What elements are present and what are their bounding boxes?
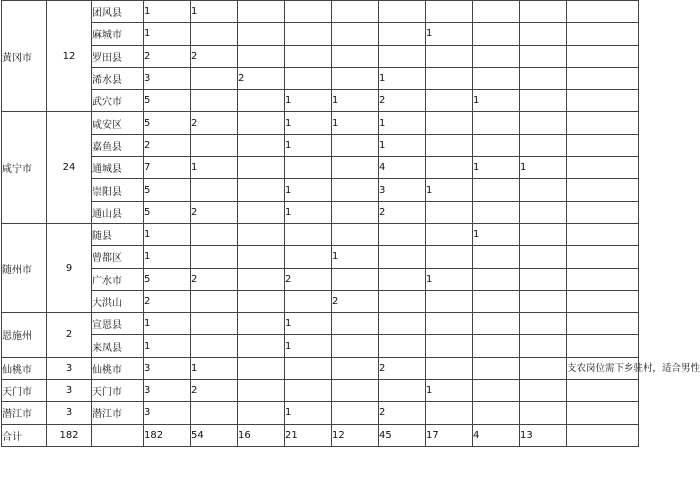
summary-value-cell: 45 (379, 424, 426, 446)
value-cell (520, 112, 567, 134)
value-cell (238, 134, 285, 156)
value-cell (473, 402, 520, 424)
city-cell: 恩施州 (2, 313, 47, 358)
value-cell (473, 335, 520, 357)
value-cell (379, 335, 426, 357)
table-row (2, 67, 639, 89)
value-cell: 3 (379, 179, 426, 201)
county-cell: 来凤县 (92, 335, 144, 357)
county-cell: 宣恩县 (92, 313, 144, 335)
value-cell: 1 (379, 112, 426, 134)
table-row (2, 268, 639, 290)
summary-value-cell: 21 (285, 424, 332, 446)
table-row (2, 134, 639, 156)
value-cell (332, 67, 379, 89)
value-cell: 1 (285, 112, 332, 134)
value-cell (238, 402, 285, 424)
city-cell: 咸宁市 (2, 112, 47, 223)
table-row (2, 1, 639, 23)
value-cell (520, 45, 567, 67)
remark-cell (567, 246, 639, 268)
city-total-cell: 24 (47, 112, 92, 223)
value-cell (520, 90, 567, 112)
value-cell (332, 223, 379, 245)
county-cell: 武穴市 (92, 90, 144, 112)
remark-cell: 支农岗位需下乡驻村，适合男性 (567, 357, 639, 379)
value-cell: 1 (144, 1, 191, 23)
value-cell (426, 67, 473, 89)
value-cell (473, 201, 520, 223)
value-cell (520, 246, 567, 268)
value-cell (332, 45, 379, 67)
remark-cell (567, 402, 639, 424)
table-row (2, 201, 639, 223)
value-cell: 1 (144, 313, 191, 335)
table-body (2, 1, 700, 447)
value-cell (238, 268, 285, 290)
value-cell (379, 268, 426, 290)
value-cell (332, 201, 379, 223)
summary-value-cell: 12 (332, 424, 379, 446)
county-cell: 潜江市 (92, 402, 144, 424)
value-cell (473, 112, 520, 134)
county-cell: 浠水县 (92, 67, 144, 89)
value-cell: 1 (285, 313, 332, 335)
remark-cell (567, 134, 639, 156)
value-cell: 2 (332, 290, 379, 312)
value-cell (379, 45, 426, 67)
value-cell (191, 246, 238, 268)
value-cell (426, 313, 473, 335)
value-cell: 1 (191, 1, 238, 23)
value-cell (520, 268, 567, 290)
value-cell (285, 223, 332, 245)
value-cell: 2 (191, 201, 238, 223)
value-cell: 1 (144, 23, 191, 45)
value-cell: 3 (144, 380, 191, 402)
city-total-cell: 3 (47, 402, 92, 424)
value-cell: 2 (144, 290, 191, 312)
summary-value-cell: 54 (191, 424, 238, 446)
county-cell: 通山县 (92, 201, 144, 223)
value-cell (520, 313, 567, 335)
remark-cell (567, 179, 639, 201)
summary-row (2, 424, 639, 446)
value-cell (520, 223, 567, 245)
county-cell: 咸安区 (92, 112, 144, 134)
value-cell: 5 (144, 179, 191, 201)
summary-value-cell: 182 (144, 424, 191, 446)
value-cell (332, 268, 379, 290)
value-cell (238, 1, 285, 23)
value-cell (426, 134, 473, 156)
value-cell (473, 23, 520, 45)
value-cell: 5 (144, 268, 191, 290)
value-cell (238, 335, 285, 357)
remark-cell (567, 67, 639, 89)
city-total-cell: 2 (47, 313, 92, 358)
table-row (2, 402, 639, 424)
value-cell: 7 (144, 157, 191, 179)
county-cell: 团风县 (92, 1, 144, 23)
value-cell (426, 157, 473, 179)
value-cell (520, 179, 567, 201)
summary-total: 182 (47, 424, 92, 446)
value-cell: 3 (144, 357, 191, 379)
summary-value-cell: 13 (520, 424, 567, 446)
city-cell: 天门市 (2, 380, 47, 402)
value-cell: 2 (144, 134, 191, 156)
value-cell (191, 134, 238, 156)
value-cell (285, 380, 332, 402)
value-cell (191, 179, 238, 201)
value-cell: 2 (238, 67, 285, 89)
value-cell: 1 (285, 201, 332, 223)
county-cell: 随县 (92, 223, 144, 245)
remark-cell (567, 290, 639, 312)
table-row (2, 179, 639, 201)
value-cell (238, 201, 285, 223)
value-cell: 1 (285, 134, 332, 156)
value-cell (426, 402, 473, 424)
value-cell: 2 (285, 268, 332, 290)
value-cell (426, 45, 473, 67)
value-cell: 2 (191, 45, 238, 67)
value-cell (520, 23, 567, 45)
value-cell: 1 (426, 380, 473, 402)
value-cell (285, 246, 332, 268)
remark-cell (567, 335, 639, 357)
value-cell: 1 (144, 246, 191, 268)
value-cell (238, 380, 285, 402)
value-cell (285, 1, 332, 23)
city-total-cell: 12 (47, 1, 92, 112)
value-cell: 1 (426, 23, 473, 45)
value-cell: 1 (379, 134, 426, 156)
remark-cell (567, 157, 639, 179)
remark-cell (567, 23, 639, 45)
value-cell (191, 313, 238, 335)
value-cell: 1 (285, 402, 332, 424)
value-cell: 2 (379, 357, 426, 379)
value-cell: 5 (144, 90, 191, 112)
value-cell (520, 357, 567, 379)
value-cell (379, 23, 426, 45)
value-cell (379, 246, 426, 268)
value-cell (332, 357, 379, 379)
value-cell: 1 (473, 90, 520, 112)
value-cell (285, 23, 332, 45)
value-cell (285, 357, 332, 379)
value-cell: 2 (379, 90, 426, 112)
remark-cell (567, 112, 639, 134)
value-cell (191, 335, 238, 357)
value-cell: 1 (285, 90, 332, 112)
city-cell: 潜江市 (2, 402, 47, 424)
remark-cell (567, 90, 639, 112)
county-cell: 崇阳县 (92, 179, 144, 201)
value-cell: 2 (144, 45, 191, 67)
value-cell (473, 268, 520, 290)
value-cell (238, 90, 285, 112)
summary-value-cell: 16 (238, 424, 285, 446)
value-cell (426, 223, 473, 245)
value-cell (473, 134, 520, 156)
value-cell (473, 1, 520, 23)
remark-cell (567, 45, 639, 67)
value-cell (191, 67, 238, 89)
value-cell (238, 157, 285, 179)
table-row (2, 335, 639, 357)
remark-cell (567, 380, 639, 402)
county-cell: 通城县 (92, 157, 144, 179)
value-cell: 2 (191, 380, 238, 402)
value-cell (332, 134, 379, 156)
county-cell: 仙桃市 (92, 357, 144, 379)
county-cell: 曾都区 (92, 246, 144, 268)
city-total-cell: 3 (47, 357, 92, 379)
value-cell (520, 290, 567, 312)
value-cell (191, 23, 238, 45)
city-total-cell: 9 (47, 223, 92, 312)
value-cell (473, 290, 520, 312)
value-cell (191, 290, 238, 312)
value-cell (285, 157, 332, 179)
value-cell (332, 1, 379, 23)
value-cell (285, 290, 332, 312)
value-cell: 1 (473, 157, 520, 179)
value-cell: 1 (285, 179, 332, 201)
value-cell: 1 (285, 335, 332, 357)
value-cell: 1 (144, 335, 191, 357)
value-cell (473, 313, 520, 335)
value-cell (473, 380, 520, 402)
value-cell (332, 179, 379, 201)
value-cell (473, 45, 520, 67)
summary-empty-cell (92, 424, 144, 446)
value-cell (426, 112, 473, 134)
value-cell (238, 179, 285, 201)
value-cell (379, 1, 426, 23)
value-cell (520, 201, 567, 223)
value-cell (238, 45, 285, 67)
summary-label: 合计 (2, 424, 47, 446)
county-cell: 大洪山 (92, 290, 144, 312)
table-row (2, 23, 639, 45)
value-cell (191, 90, 238, 112)
remark-cell (567, 223, 639, 245)
value-cell (332, 23, 379, 45)
quota-table (1, 0, 700, 447)
value-cell (473, 179, 520, 201)
value-cell (238, 23, 285, 45)
value-cell (426, 290, 473, 312)
summary-value-cell (567, 424, 639, 446)
value-cell (426, 246, 473, 268)
value-cell (238, 223, 285, 245)
value-cell (426, 1, 473, 23)
value-cell (520, 402, 567, 424)
value-cell: 1 (520, 157, 567, 179)
city-cell: 仙桃市 (2, 357, 47, 379)
value-cell (520, 134, 567, 156)
value-cell (473, 67, 520, 89)
value-cell (191, 223, 238, 245)
value-cell (238, 112, 285, 134)
city-cell: 随州市 (2, 223, 47, 312)
city-cell: 黄冈市 (2, 1, 47, 112)
table-row (2, 380, 639, 402)
value-cell: 5 (144, 201, 191, 223)
value-cell: 1 (332, 112, 379, 134)
table-row (2, 157, 639, 179)
value-cell: 5 (144, 112, 191, 134)
value-cell (426, 335, 473, 357)
value-cell (379, 223, 426, 245)
value-cell: 4 (379, 157, 426, 179)
county-cell: 罗田县 (92, 45, 144, 67)
value-cell (426, 357, 473, 379)
table-row (2, 313, 639, 335)
table-row (2, 90, 639, 112)
city-total-cell: 3 (47, 380, 92, 402)
value-cell (379, 290, 426, 312)
value-cell (332, 313, 379, 335)
value-cell (520, 380, 567, 402)
remark-cell (567, 201, 639, 223)
value-cell (332, 335, 379, 357)
value-cell (191, 402, 238, 424)
table-row (2, 246, 639, 268)
value-cell (285, 67, 332, 89)
summary-value-cell: 4 (473, 424, 520, 446)
value-cell (520, 67, 567, 89)
value-cell (238, 290, 285, 312)
summary-value-cell: 17 (426, 424, 473, 446)
value-cell: 3 (144, 402, 191, 424)
value-cell (332, 157, 379, 179)
county-cell: 广水市 (92, 268, 144, 290)
value-cell (426, 90, 473, 112)
value-cell (332, 402, 379, 424)
value-cell: 2 (191, 112, 238, 134)
value-cell: 1 (332, 246, 379, 268)
value-cell (426, 201, 473, 223)
value-cell: 3 (144, 67, 191, 89)
value-cell: 1 (191, 357, 238, 379)
value-cell (379, 380, 426, 402)
value-cell (238, 246, 285, 268)
table-row (2, 290, 639, 312)
value-cell: 1 (191, 157, 238, 179)
table-row (2, 112, 639, 134)
value-cell: 2 (379, 402, 426, 424)
value-cell: 1 (144, 223, 191, 245)
county-cell: 天门市 (92, 380, 144, 402)
table-row (2, 357, 639, 379)
value-cell: 1 (332, 90, 379, 112)
value-cell: 1 (379, 67, 426, 89)
remark-cell (567, 1, 639, 23)
value-cell (520, 335, 567, 357)
value-cell (238, 357, 285, 379)
value-cell (473, 246, 520, 268)
county-cell: 麻城市 (92, 23, 144, 45)
value-cell: 1 (426, 268, 473, 290)
value-cell: 2 (379, 201, 426, 223)
value-cell (285, 45, 332, 67)
remark-cell (567, 268, 639, 290)
value-cell (332, 380, 379, 402)
table-row (2, 45, 639, 67)
value-cell: 2 (191, 268, 238, 290)
remark-cell (567, 313, 639, 335)
value-cell (379, 313, 426, 335)
value-cell: 1 (426, 179, 473, 201)
value-cell (520, 1, 567, 23)
value-cell (473, 357, 520, 379)
value-cell: 1 (473, 223, 520, 245)
county-cell: 嘉鱼县 (92, 134, 144, 156)
table-row (2, 223, 639, 245)
value-cell (238, 313, 285, 335)
